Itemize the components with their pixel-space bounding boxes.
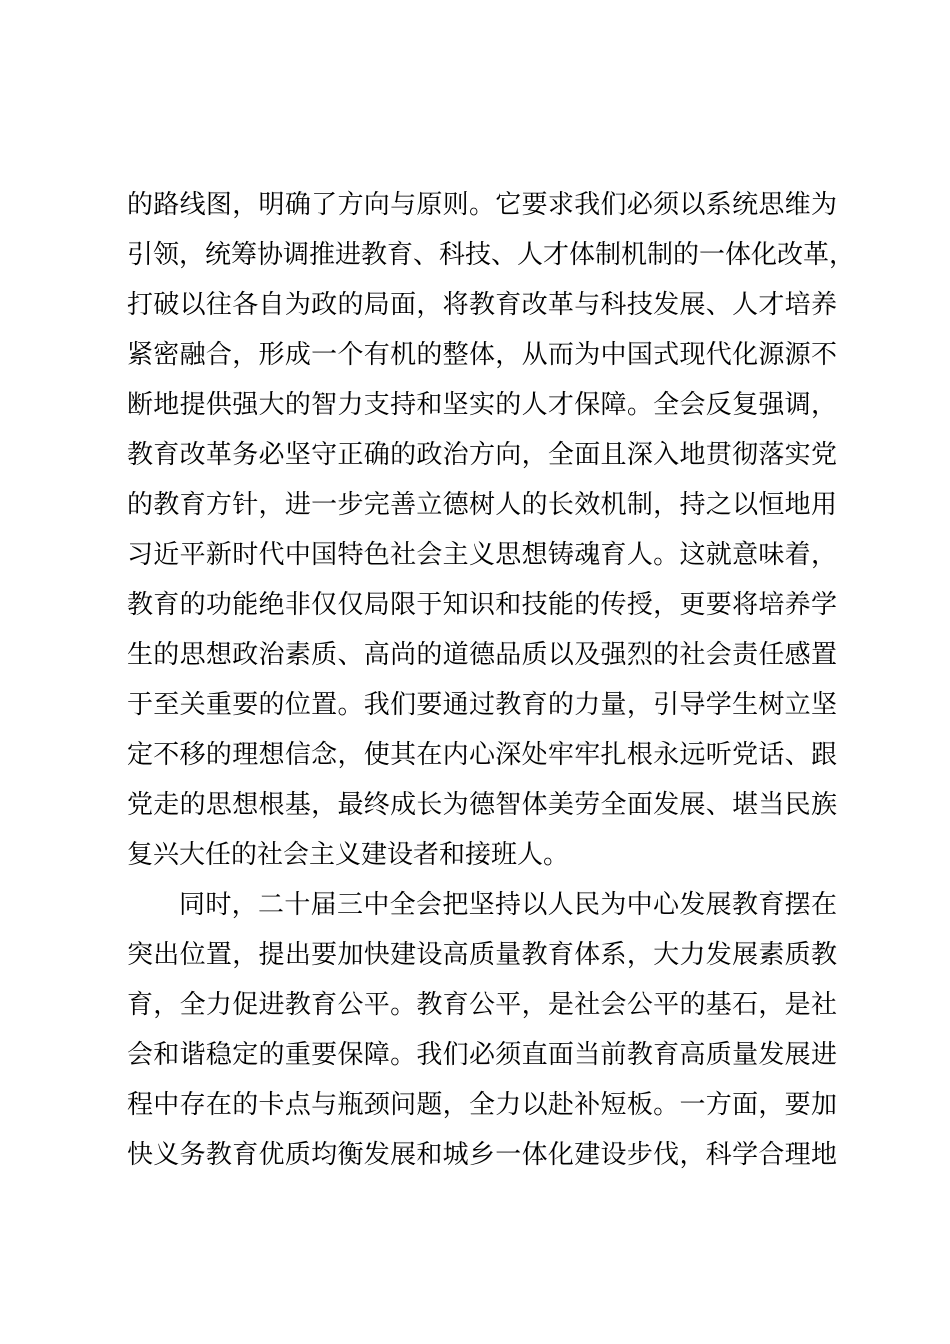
text-line: 打破以往各自为政的局面，将教育改革与科技发展、人才培养 [127, 290, 837, 320]
text-line: 会和谐稳定的重要保障。我们必须直面当前教育高质量发展进 [127, 1040, 837, 1070]
text-line: 教育的功能绝非仅仅局限于知识和技能的传授，更要将培养学 [127, 590, 837, 620]
text-line: 育，全力促进教育公平。教育公平，是社会公平的基石，是社 [127, 990, 837, 1020]
text-line: 程中存在的卡点与瓶颈问题，全力以赴补短板。一方面，要加 [127, 1090, 837, 1120]
text-line: 定不移的理想信念，使其在内心深处牢牢扎根永远听党话、跟 [127, 740, 837, 770]
text-line: 党走的思想根基，最终成长为德智体美劳全面发展、堪当民族 [127, 790, 837, 820]
text-line: 习近平新时代中国特色社会主义思想铸魂育人。这就意味着， [127, 540, 837, 570]
text-line: 于至关重要的位置。我们要通过教育的力量，引导学生树立坚 [127, 690, 837, 720]
text-line: 生的思想政治素质、高尚的道德品质以及强烈的社会责任感置 [127, 640, 837, 670]
text-line: 断地提供强大的智力支持和坚实的人才保障。全会反复强调， [127, 390, 837, 420]
text-line: 快义务教育优质均衡发展和城乡一体化建设步伐，科学合理地 [127, 1140, 837, 1170]
text-line: 紧密融合，形成一个有机的整体，从而为中国式现代化源源不 [127, 340, 837, 370]
paragraph-end-line: 复兴大任的社会主义建设者和接班人。 [127, 840, 570, 870]
text-line: 的教育方针，进一步完善立德树人的长效机制，持之以恒地用 [127, 490, 837, 520]
text-line: 的路线图，明确了方向与原则。它要求我们必须以系统思维为 [127, 190, 837, 220]
text-line: 引领，统筹协调推进教育、科技、人才体制机制的一体化改革， [127, 240, 856, 270]
text-line: 教育改革务必坚守正确的政治方向，全面且深入地贯彻落实党 [127, 440, 837, 470]
paragraph-start-line: 同时，二十届三中全会把坚持以人民为中心发展教育摆在 [179, 890, 837, 920]
text-line: 突出位置，提出要加快建设高质量教育体系，大力发展素质教 [127, 940, 837, 970]
document-body [127, 180, 856, 1180]
